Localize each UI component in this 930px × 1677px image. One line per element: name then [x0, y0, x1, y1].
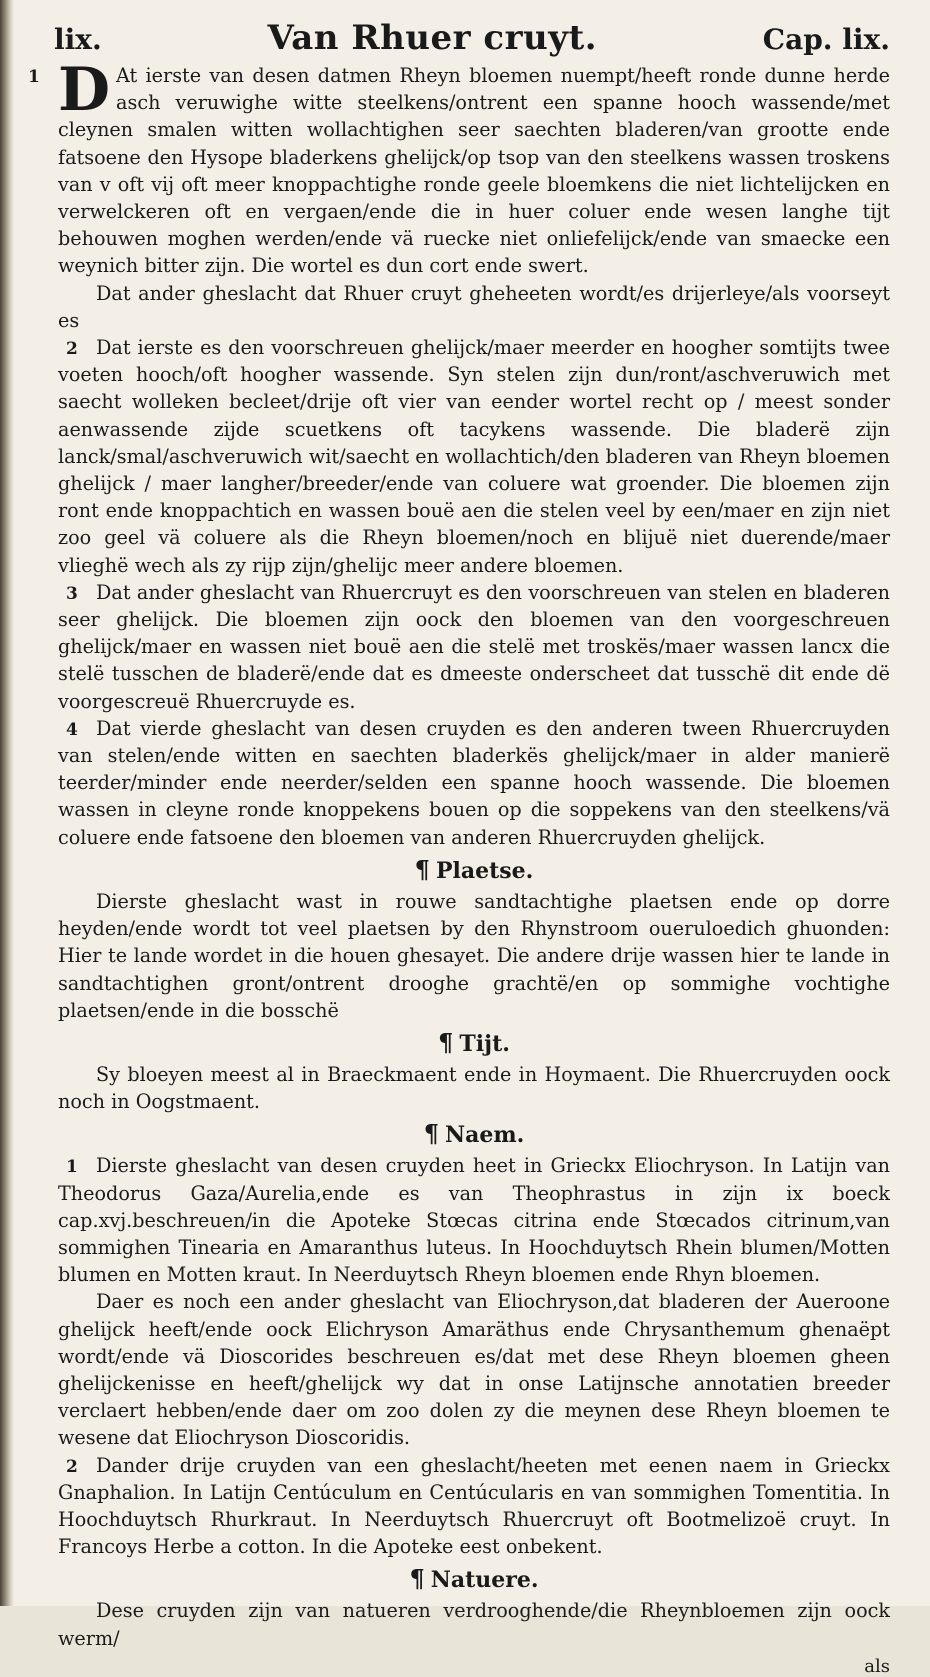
- catchword: als: [864, 1655, 890, 1677]
- folio-number: lix.: [54, 23, 102, 56]
- naem-other-paragraph: Daer es noch een ander gheslacht van Eliochryson,dat bladeren der Aueroone ghelijck heeft/ende oock Elichryson Amaräthus ende Chrysanthemum ghenaëpt wordt/ende vä Dioscorides beschreuen es/dat met dese Rheyn bloemen gheen ghelijckenisse en heeft/ghelijck wy dat in onse Latijnsche annotatien breeder verclaert hebben/ende daer om zoo dolen zy die meynen dese Rheyn bloemen te wesene dat Eliochryson Dioscoridis.: [58, 1290, 890, 1450]
- paragraph-text: Dat ierste es den voorschreuen ghelijck/maer meerder en hoogher somtijts twee voeten hooch/oft hoogher wassende. Syn stelen zijn dun/ront/aschveruwich met saecht wolleken becleet/drije oft vier van eender wortel recht op / meest sonder aenwassende zijde scuetkens oft tacykens wassende. Die bladerë zijn lanck/smal/aschveruwich wit/saecht en wollachtich/den bladeren van Rheyn bloemen ghelijck / maer langher/breeder/ende van coluere wat groender. Die bloemen zijn ront ende knoppachtich en wassen bouë aen die stelen veel by een/maer en zijn niet zoo geel vä coluere als die Rheyn bloemen/noch en blijuë niet duerende/maer vlieghë wech als zy rijp zijn/ghelijc meer andere bloemen.: [58, 336, 890, 577]
- paragraph-text: Dat vierde gheslacht van desen cruyden es den anderen tween Rhuercruyden van stelen/ende witten en saechten bladerkës ghelijck/maer in alder manierë teerder/minder ende neerder/selden een spanne hooch wassende. Die bloemen wassen in cleyne ronde knoppekens bouen op die soppekens van den steelkens/vä coluere ende fatsoene den bloemen van anderen Rhuercruyden ghelijck.: [58, 716, 890, 849]
- section-label: Natuere.: [430, 1567, 539, 1594]
- book-spine-shadow: [0, 0, 14, 1606]
- paragraph-number: 1: [28, 67, 40, 87]
- paragraph-text: At ierste van desen datmen Rheyn bloemen nuempt/heeft ronde dunne herde asch veruwighe witte steelkens/ontrent een spanne hooch wassende/met cleynen smalen witten wollachtighen seer saechten bladeren/van grootte ende fatsoene den Hysope bladerkens ghelijck/op tsop van den steelkens wassen troskens van v oft vij oft meer knoppachtighe ronde geele bloemkens die niet lichtelijcken en verwelckeren oft en vergaen/ende die in huer coluer ende wesen langhe tijt behouwen moghen werden/ende vä ruecke niet onliefelijck/ende van smaecke een weynich bitter zijn. Die wortel es dun cort ende swert.: [58, 64, 890, 278]
- section-label: Naem.: [444, 1122, 525, 1149]
- chapter-number: Cap. lix.: [762, 23, 890, 56]
- paragraph-number: 2: [66, 1456, 78, 1477]
- section-heading-naem: [58, 1119, 890, 1150]
- section-heading-natuere: [58, 1564, 890, 1595]
- paragraph-text: Dander drije cruyden van een gheslacht/heeten met eenen naem in Grieckx Gnaphalion. In Latijn Centúculum en Centúcularis en van sommighen Tomentitia. In Hoochduytsch Rhurkraut. In Neerduytsch Rhuercruyt oft Bootmelizoë cruyt. In Francoys Herbe a cotton. In die Apoteke eest onbekent.: [58, 1453, 890, 1559]
- section-label: Plaetse.: [435, 857, 534, 884]
- paragraph-number: 2: [66, 339, 78, 360]
- species-3-paragraph: [58, 579, 890, 715]
- section-heading-plaetse: [58, 855, 890, 886]
- kinds-paragraph: Dat ander gheslacht dat Rhuer cruyt gheheeten wordt/es drijerleye/als voorseyt es: [58, 281, 890, 332]
- paragraph-number: 4: [66, 719, 78, 740]
- species-4-paragraph: [58, 715, 890, 851]
- naem-1-paragraph: [58, 1152, 890, 1288]
- paragraph-number: 3: [66, 583, 78, 604]
- pilcrow-icon: ¶: [409, 1564, 425, 1594]
- paragraph-text: Dierste gheslacht van desen cruyden heet in Grieckx Eliochryson. In Latijn van Theodorus Gaza/Aurelia,ende es van Theophrastus in zijn ix boeck cap.xvj.beschreuen/in die Apoteke Stœcas citrina ende Stœcados citrinum,van sommighen Tinearia en Amaranthus luteus. In Hoochduytsch Rhein blumen/Motten blumen en Motten kraut. In Neerduytsch Rheyn bloemen ende Rhyn bloemen.: [58, 1154, 890, 1287]
- species-2-paragraph: [58, 334, 890, 579]
- pilcrow-icon: ¶: [423, 1119, 439, 1149]
- paragraph-number: 1: [66, 1157, 78, 1178]
- pilcrow-icon: ¶: [414, 854, 430, 884]
- drop-cap: D: [58, 55, 111, 125]
- running-header: [54, 18, 890, 58]
- pilcrow-icon: ¶: [438, 1027, 454, 1057]
- paragraph-text: Dat ander gheslacht van Rhuercruyt es den voorschreuen van stelen en bladeren seer ghelijck. Die bloemen zijn oock den bloemen van den voorgeschreuen ghelijck/maer en wassen niet bouë aen die stelë met troskës/maer wassen lancx die stelë tusschen de bladerë/ende dat es dmeeste onderscheet dat tusschë dit ende dë voorgescreuë Rhuercruyde es.: [58, 580, 890, 713]
- tijt-paragraph: Sy bloeyen meest al in Braeckmaent ende in Hoymaent. Die Rhuercruyden oock noch in Oogstmaent.: [58, 1062, 890, 1114]
- chapter-title: Van Rhuer cruyt.: [267, 18, 598, 58]
- intro-paragraph: [28, 55, 890, 280]
- plaetse-paragraph: Dierste gheslacht wast in rouwe sandtachtighe plaetsen ende op dorre heyden/ende wordt tot veel plaetsen by den Rhynstroom oueruloedich ghuonden: Hier te lande wordet in die houen ghesayet. Die andere drije wassen hier te lande in sandtachtighen gront/ontrent drooghe grachtë/en op sommighe vochtighe plaetsen/ende in die bosschë: [58, 889, 890, 1022]
- naem-2-paragraph: [58, 1452, 890, 1561]
- section-heading-tijt: [58, 1028, 890, 1059]
- natuere-paragraph: Dese cruyden zijn van natueren verdrooghende/die Rheynbloemen zijn oock werm/: [58, 1599, 890, 1650]
- section-label: Tijt.: [459, 1030, 510, 1057]
